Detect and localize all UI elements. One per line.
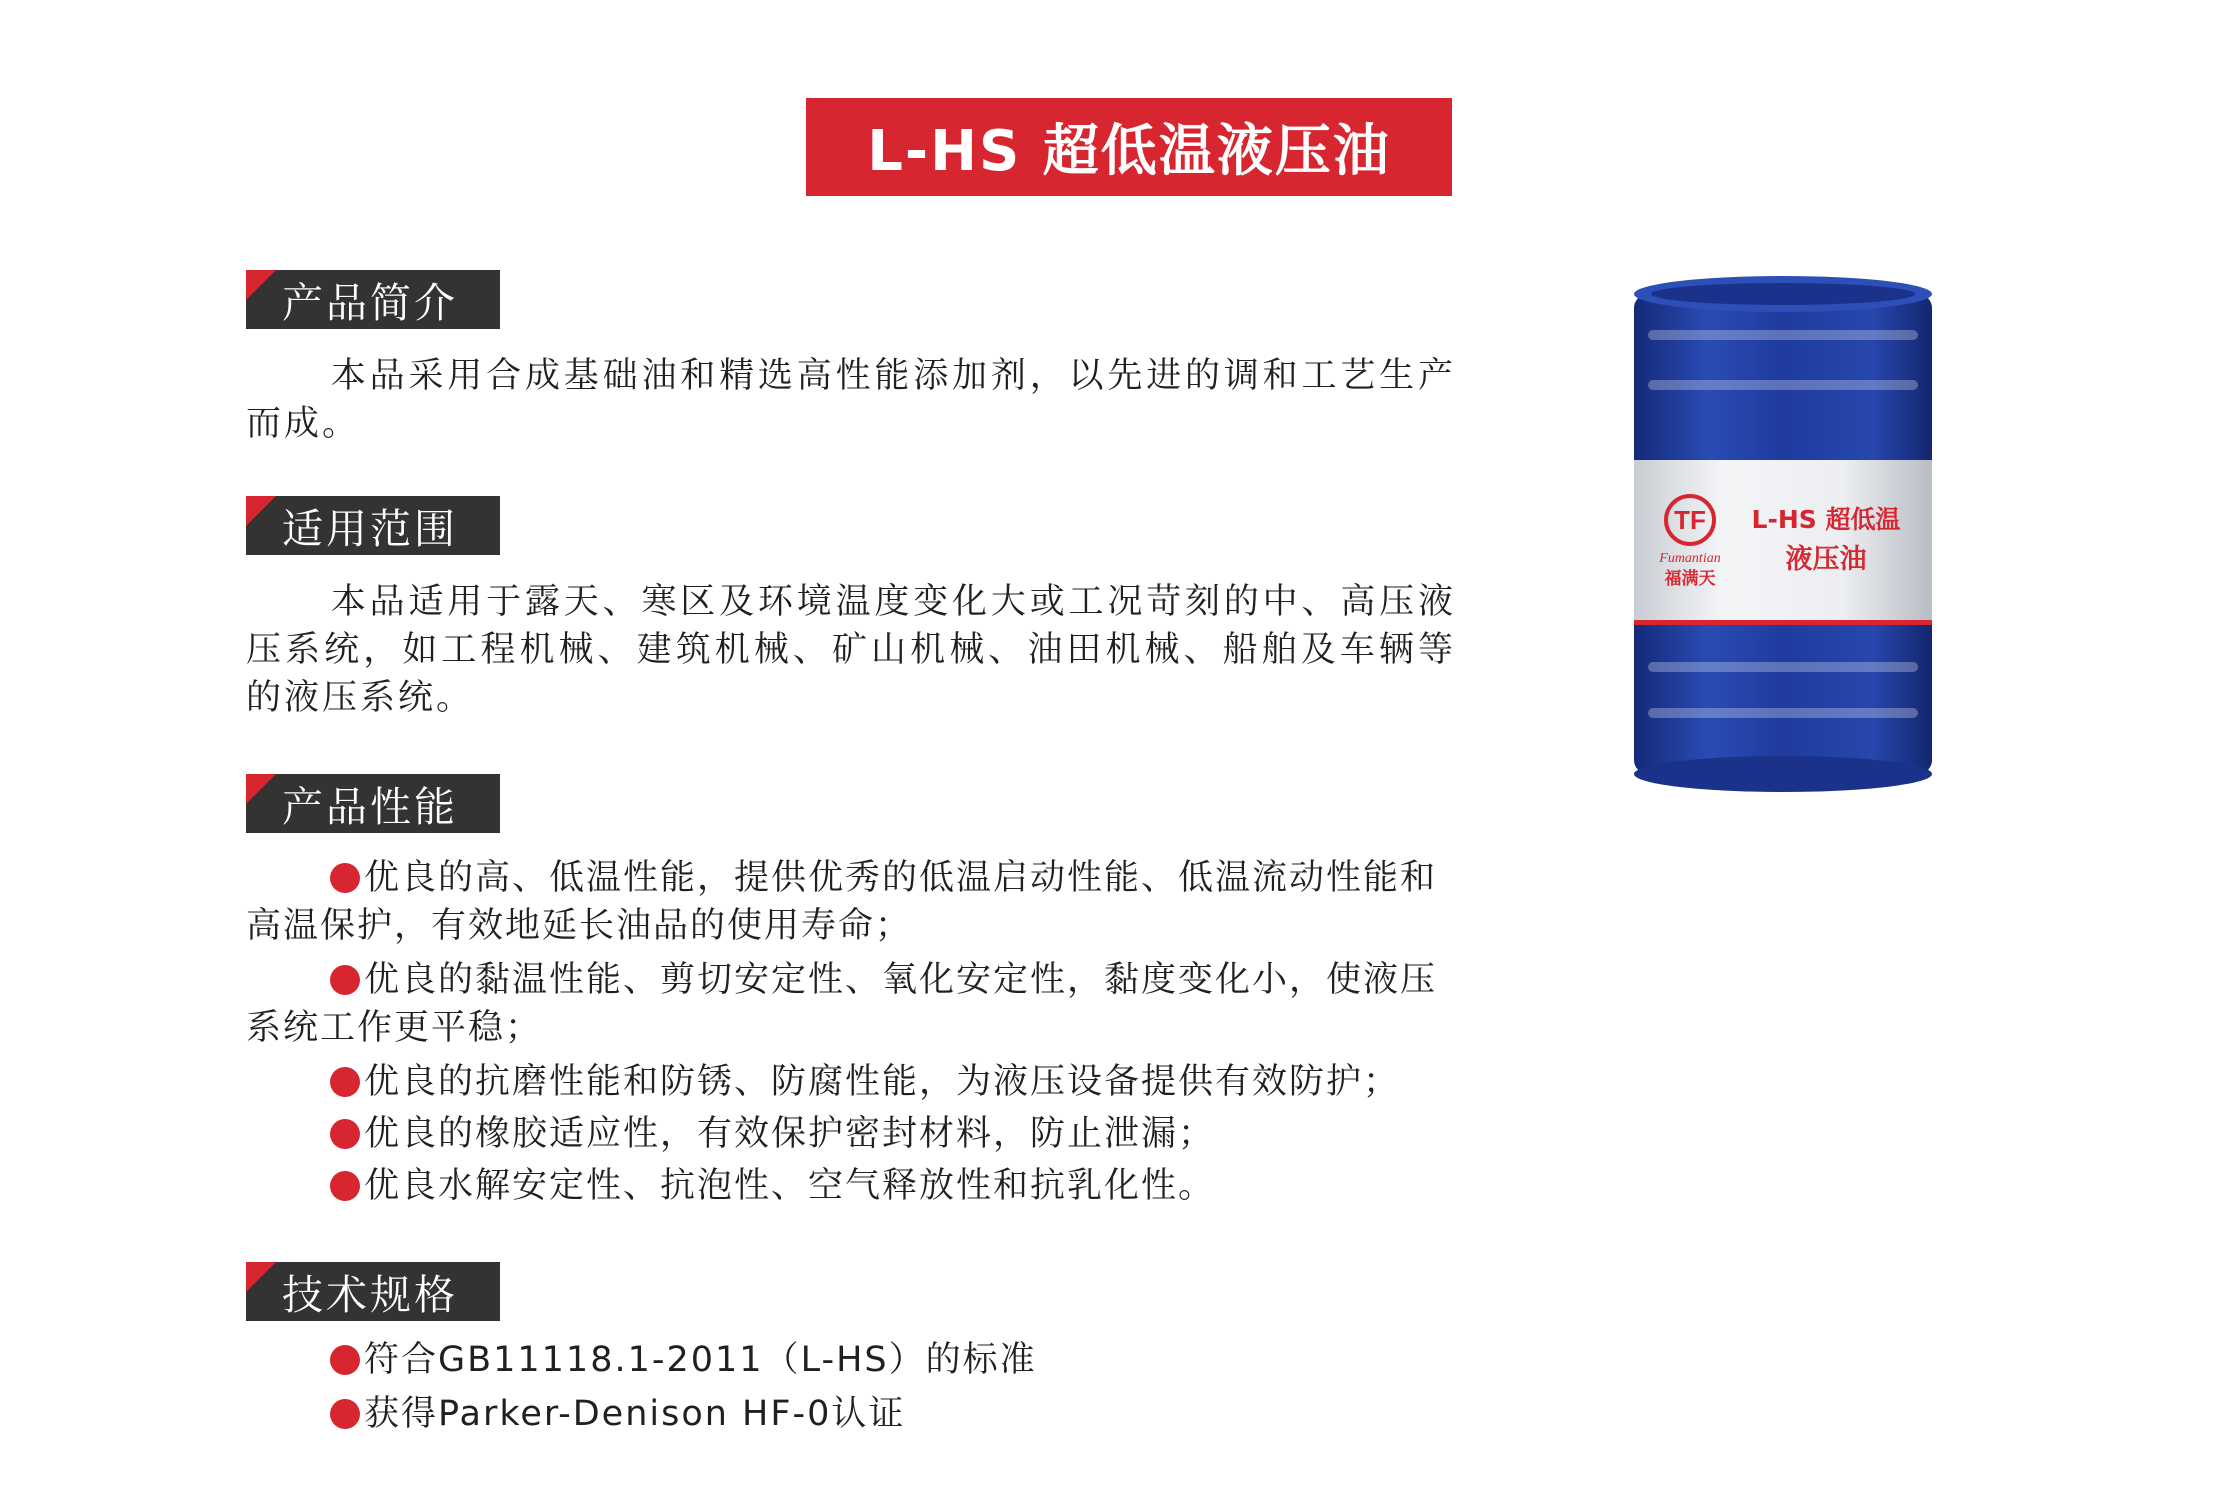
heading-accent-mark [246, 1262, 276, 1292]
scope-paragraph: 本品适用于露天、寒区及环境温度变化大或工况苛刻的中、高压液压系统，如工程机械、建筑机械、矿山机械、油田机械、船舶及车辆等的液压系统。 [246, 582, 1456, 718]
performance-item: 优良的高、低温性能，提供优秀的低温启动性能、低温流动性能和高温保护，有效地延长油品的使用寿命； [246, 858, 1438, 946]
bullet-dot-icon [330, 1345, 360, 1375]
svg-text:液压油: 液压油 [1785, 544, 1867, 575]
svg-text:L-HS 超低温: L-HS 超低温 [1751, 505, 1901, 534]
performance-item: 优良水解安定性、抗泡性、空气释放性和抗乳化性。 [246, 1162, 1456, 1210]
performance-item: 优良的橡胶适应性，有效保护密封材料，防止泄漏； [246, 1110, 1456, 1158]
section-heading-intro: 产品简介 [246, 270, 500, 329]
heading-accent-mark [246, 496, 276, 526]
heading-accent-mark [246, 774, 276, 804]
bullet-dot-icon [330, 1399, 360, 1429]
svg-text:TF: TF [1674, 505, 1706, 535]
bullet-dot-icon [330, 1067, 360, 1097]
section-heading-performance: 产品性能 [246, 774, 500, 833]
oil-drum-image [1628, 270, 1938, 800]
performance-item: 优良的抗磨性能和防锈、防腐性能，为液压设备提供有效防护； [246, 1058, 1456, 1106]
bullet-dot-icon [330, 1119, 360, 1149]
bullet-dot-icon [330, 965, 360, 995]
section-heading-specs: 技术规格 [246, 1262, 500, 1321]
bullet-dot-icon [330, 1171, 360, 1201]
heading-accent-mark [246, 270, 276, 300]
performance-item: 优良的黏温性能、剪切安定性、氧化安定性，黏度变化小，使液压系统工作更平稳； [246, 960, 1438, 1048]
title-banner [806, 98, 1452, 196]
svg-text:福满天: 福满天 [1664, 569, 1716, 589]
intro-paragraph: 本品采用合成基础油和精选高性能添加剂，以先进的调和工艺生产而成。 [246, 356, 1456, 444]
svg-text:Fumantian: Fumantian [1659, 551, 1721, 566]
page-title: L-HS 超低温液压油 [867, 119, 1391, 184]
spec-item: 获得Parker-Denison HF-0认证 [246, 1390, 1456, 1438]
spec-item: 符合GB11118.1-2011（L-HS）的标准 [246, 1336, 1456, 1384]
bullet-dot-icon [330, 863, 360, 893]
section-heading-scope: 适用范围 [246, 496, 500, 555]
